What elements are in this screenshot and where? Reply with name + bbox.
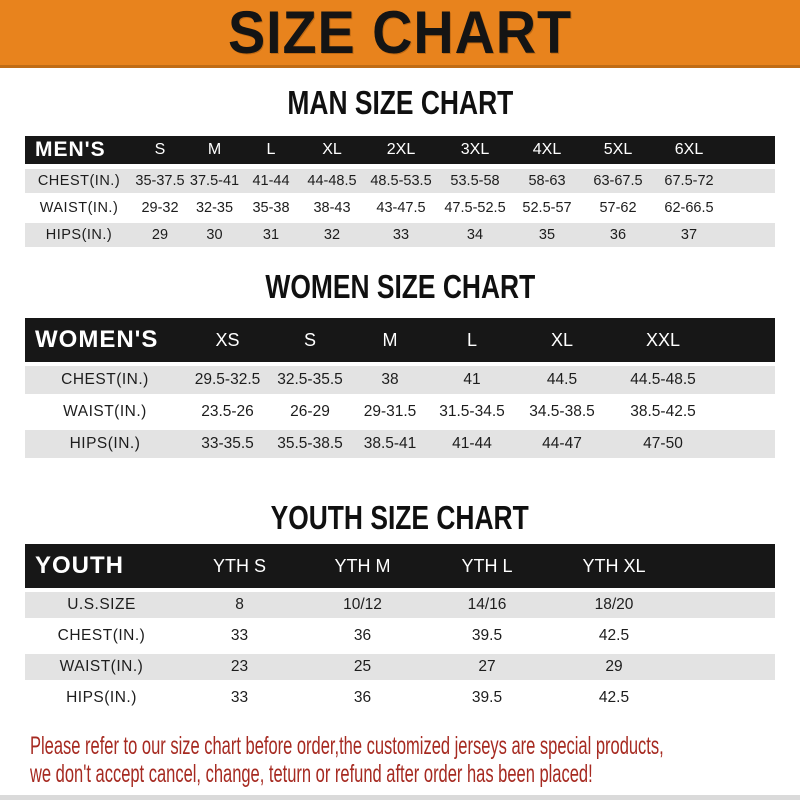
column-header: 6XL: [674, 141, 704, 158]
row-label: CHEST(IN.): [57, 627, 146, 644]
footer-note-line1: Please refer to our size chart before order,the customized jerseys are special products,: [30, 732, 664, 760]
column-header: YTH S: [212, 555, 266, 576]
size-value: 63-67.5: [593, 173, 643, 189]
table-row: [25, 196, 775, 220]
men-size-table: [25, 136, 775, 247]
row-label: HIPS(IN.): [45, 227, 113, 243]
row-label: HIPS(IN.): [69, 435, 141, 452]
size-value: 39.5: [471, 627, 503, 644]
size-value: 67.5-72: [664, 173, 714, 189]
section-heading-text: YOUTH SIZE CHART: [270, 499, 530, 537]
table-row: [25, 430, 775, 458]
size-value: 37.5-41: [189, 173, 240, 189]
size-value: 47.5-52.5: [444, 200, 506, 216]
size-value: 33: [230, 689, 249, 706]
bottom-edge-line: [0, 795, 800, 800]
footer-note: [0, 732, 800, 788]
size-value: 27: [478, 658, 496, 675]
size-chart-section-men: [0, 84, 800, 247]
row-label: WAIST(IN.): [59, 658, 144, 675]
row-label: WAIST(IN.): [39, 200, 119, 216]
size-value: 34.5-38.5: [529, 403, 595, 420]
column-header: M: [207, 141, 222, 158]
size-value: 29: [151, 227, 169, 243]
section-heading-text: MAN SIZE CHART: [287, 84, 513, 122]
column-header: XS: [215, 329, 240, 350]
size-value: 31.5-34.5: [439, 403, 505, 420]
size-value: 29.5-32.5: [194, 371, 261, 388]
size-value: 38.5-42.5: [630, 403, 696, 420]
column-header: YTH L: [461, 555, 513, 576]
size-value: 38.5-41: [363, 435, 417, 452]
size-value: 34: [466, 227, 484, 243]
size-value: 36: [609, 227, 627, 243]
size-value: 10/12: [343, 596, 382, 613]
size-value: 18/20: [594, 596, 634, 613]
men-table-header-row: [25, 136, 775, 164]
charts-container: [0, 84, 800, 711]
size-value: 52.5-57: [522, 200, 572, 216]
size-value: 58-63: [528, 173, 566, 189]
table-row: [25, 623, 775, 649]
size-value: 42.5: [598, 627, 630, 644]
youth-table-header-row: [25, 544, 775, 588]
size-value: 32-35: [195, 200, 234, 216]
size-value: 29-32: [141, 200, 179, 216]
column-header: XL: [322, 141, 342, 158]
column-header: L: [466, 329, 477, 350]
size-value: 43-47.5: [376, 200, 426, 216]
size-chart-section-youth: [0, 499, 800, 711]
size-value: 44-48.5: [307, 173, 357, 189]
size-chart-section-women: [0, 268, 800, 458]
size-value: 38-43: [313, 200, 351, 216]
column-header: XL: [550, 329, 574, 350]
women-table-header-row: [25, 318, 775, 362]
size-value: 39.5: [471, 689, 503, 706]
size-value: 33: [392, 227, 410, 243]
column-header: L: [266, 141, 276, 158]
row-label: U.S.SIZE: [67, 596, 136, 613]
size-value: 29-31.5: [363, 403, 417, 420]
size-value: 42.5: [598, 689, 630, 706]
size-value: 62-66.5: [664, 200, 714, 216]
size-value: 14/16: [467, 596, 507, 613]
table-row: [25, 398, 775, 426]
men-table-title: MEN'S: [35, 138, 106, 161]
size-value: 41: [463, 371, 481, 388]
column-header: S: [303, 329, 316, 350]
size-value: 33: [230, 627, 249, 644]
size-value: 33-35.5: [201, 435, 254, 452]
column-header: 2XL: [386, 141, 416, 158]
row-label: CHEST(IN.): [37, 173, 121, 189]
youth-table-title: YOUTH: [35, 552, 124, 579]
size-value: 36: [353, 627, 372, 644]
size-value: 23.5-26: [201, 403, 254, 420]
size-value: 36: [353, 689, 372, 706]
column-header: YTH M: [334, 555, 391, 576]
women-table-title: WOMEN'S: [35, 326, 159, 353]
size-value: 26-29: [290, 403, 330, 420]
size-value: 35: [538, 227, 556, 243]
size-value: 23: [230, 658, 249, 675]
table-row: [25, 169, 775, 193]
size-value: 32.5-35.5: [277, 371, 343, 388]
size-value: 44.5: [546, 371, 578, 388]
column-header: 5XL: [603, 141, 633, 158]
size-value: 8: [235, 596, 244, 613]
size-value: 30: [206, 227, 223, 243]
footer-note-line2: we don't accept cancel, change, teturn or refund after order has been placed!: [30, 760, 593, 788]
banner-title: SIZE CHART: [227, 0, 573, 66]
table-row: [25, 366, 775, 394]
column-header: XXL: [645, 329, 681, 350]
women-size-table: [25, 318, 775, 458]
column-header: 4XL: [532, 141, 562, 158]
table-row: [25, 592, 775, 618]
size-value: 37: [680, 227, 698, 243]
section-heading-text: WOMEN SIZE CHART: [265, 268, 535, 306]
size-value: 35-37.5: [135, 173, 185, 189]
size-value: 25: [353, 658, 372, 675]
size-value: 38: [381, 371, 399, 388]
section-heading-men: [0, 84, 800, 122]
size-value: 44.5-48.5: [630, 371, 696, 388]
row-label: HIPS(IN.): [66, 689, 137, 706]
table-row: [25, 654, 775, 680]
size-value: 29: [605, 658, 623, 675]
size-value: 35.5-38.5: [277, 435, 343, 452]
size-value: 31: [262, 227, 280, 243]
table-row: [25, 223, 775, 247]
column-header: YTH XL: [582, 555, 646, 576]
column-header: M: [382, 329, 398, 350]
size-value: 48.5-53.5: [370, 173, 432, 189]
size-value: 35-38: [252, 200, 290, 216]
section-heading-youth: [0, 499, 800, 537]
size-value: 32: [323, 227, 341, 243]
size-value: 44-47: [542, 435, 582, 452]
row-label: WAIST(IN.): [63, 403, 147, 420]
table-row: [25, 685, 775, 711]
column-header: 3XL: [460, 141, 490, 158]
column-header: S: [154, 141, 166, 158]
youth-size-table: [25, 544, 775, 711]
size-value: 53.5-58: [450, 173, 500, 189]
row-label: CHEST(IN.): [61, 371, 149, 388]
size-value: 47-50: [643, 435, 683, 452]
size-value: 41-44: [452, 435, 492, 452]
size-value: 57-62: [599, 200, 637, 216]
size-value: 41-44: [252, 173, 290, 189]
section-heading-women: [0, 268, 800, 306]
banner: [0, 0, 800, 68]
